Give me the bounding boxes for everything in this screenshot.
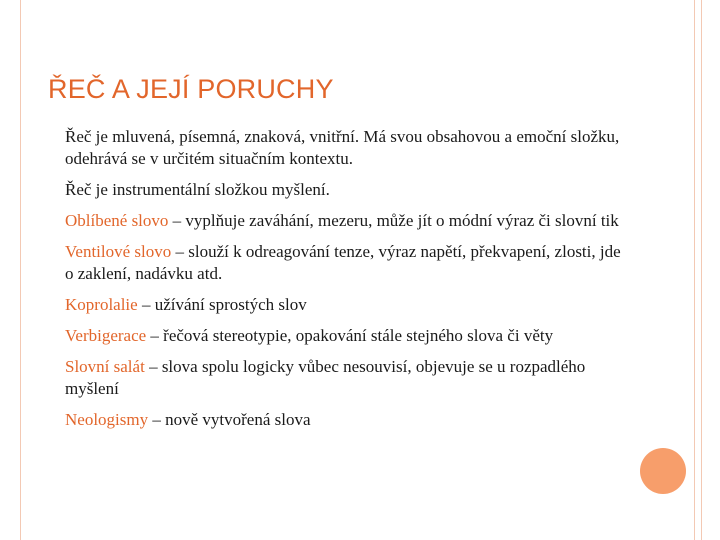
list-item: [65, 294, 625, 316]
list-item: [65, 210, 625, 232]
item-text: – slouží k odreagování tenze, výraz napětí, překvapení, zlosti, jde o zaklení, nadávku atd.: [65, 242, 621, 283]
right-frame-line-outer: [701, 0, 702, 540]
left-frame-line: [20, 0, 21, 540]
item-term: Neologismy: [65, 410, 149, 429]
list-item: [65, 179, 625, 201]
item-term: Slovní salát: [65, 357, 145, 376]
item-text: – užívání sprostých slov: [137, 295, 307, 314]
item-text: – řečová stereotypie, opakování stále stejného slova či věty: [146, 326, 554, 345]
item-text: Řeč je mluvená, písemná, znaková, vnitřní. Má svou obsahovou a emoční složku, odehrává se v určitém situačním kontextu.: [65, 127, 620, 168]
item-term: Verbigerace: [65, 326, 147, 345]
item-text: – slova spolu logicky vůbec nesouvisí, objevuje se u rozpadlého myšlení: [65, 357, 586, 398]
list-item: [65, 241, 625, 285]
item-text: Řeč je instrumentální složkou myšlení.: [65, 180, 330, 199]
item-text: – nově vytvořená slova: [148, 410, 311, 429]
item-term: Koprolalie: [65, 295, 138, 314]
list-item: [65, 356, 625, 400]
right-frame-line-inner: [694, 0, 695, 540]
item-term: Oblíbené slovo: [65, 211, 169, 230]
slide-title: ŘEČ A JEJÍ PORUCHY: [48, 74, 334, 104]
list-item: [65, 409, 625, 431]
list-item: [65, 325, 625, 347]
item-text: – vyplňuje zaváhání, mezeru, může jít o módní výraz či slovní tik: [168, 211, 619, 230]
slide-content: [65, 126, 625, 440]
item-term: Ventilové slovo: [65, 242, 172, 261]
decorative-circle: [640, 448, 686, 494]
list-item: [65, 126, 625, 170]
